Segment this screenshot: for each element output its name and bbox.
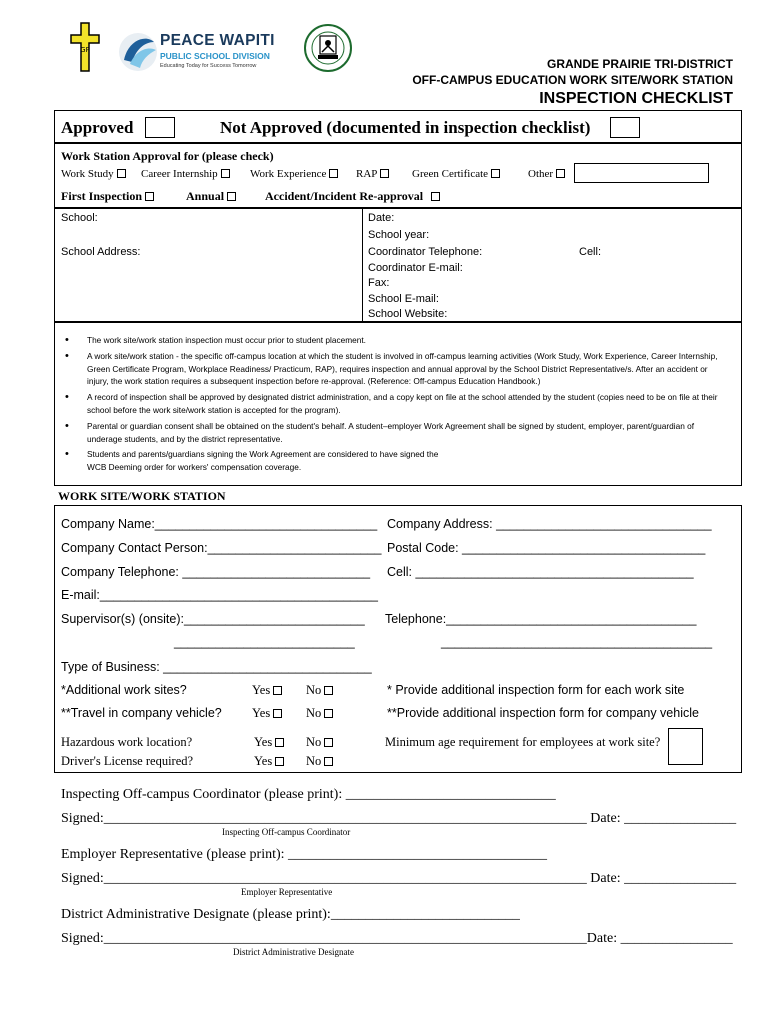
travel-no[interactable] — [306, 706, 333, 721]
logo-tagline: Educating Today for Success Tomorrow — [160, 63, 257, 69]
additional-sites-yes[interactable] — [252, 683, 282, 698]
school-email-field[interactable]: School E-mail: — [368, 293, 439, 305]
fax-field[interactable]: Fax: — [368, 277, 390, 289]
worksite-section — [54, 505, 742, 773]
coordinator-signed-field[interactable]: Signed:_____________________________________________________________________ Date: ________________ — [61, 811, 737, 826]
option-label: Work Experience — [250, 168, 327, 180]
supervisor-field[interactable]: Supervisor(s) (onsite):__________________________ — [61, 612, 365, 626]
license-yes[interactable] — [254, 754, 284, 769]
logo-sub-text: PUBLIC SCHOOL DIVISION — [160, 51, 270, 61]
header-title-3: INSPECTION CHECKLIST — [539, 90, 733, 107]
worksite-cell-field[interactable]: Cell: ________________________________________ — [387, 565, 694, 579]
option-label: Work Study — [61, 168, 114, 180]
approval-section — [54, 110, 742, 143]
worksite-email-field[interactable]: E-mail:________________________________________ — [61, 588, 378, 602]
logo-main-text: PEACE WAPITI — [160, 32, 275, 49]
yes-label: Yes — [254, 754, 273, 768]
yes-label: Yes — [254, 735, 273, 749]
telephone-line-2[interactable]: _______________________________________ — [441, 635, 713, 649]
option-label: Career Internship — [141, 168, 218, 180]
checkbox[interactable] — [324, 686, 333, 695]
worksite-heading: WORK SITE/WORK STATION — [58, 489, 226, 503]
hazardous-no[interactable] — [306, 735, 333, 750]
checkbox[interactable] — [380, 169, 389, 178]
no-label: No — [306, 706, 322, 720]
district-print-field[interactable]: District Administrative Designate (please print):___________________________ — [61, 907, 520, 922]
min-age-label: Minimum age requirement for employees at work site? — [385, 735, 661, 749]
school-info-section — [54, 208, 742, 322]
option-green-certificate[interactable] — [412, 168, 500, 180]
license-no[interactable] — [306, 754, 333, 769]
additional-sites-no[interactable] — [306, 683, 333, 698]
option-label: First Inspection — [61, 189, 142, 203]
coordinator-caption: Inspecting Off-campus Coordinator — [222, 827, 351, 837]
note-item: • A work site/work station - the specific off-campus location at which the student is involved in off-campus learning activities (Work Study, Work Experience, Career Internship, Green Certificate Program, Workplace Readiness/ Practicum, RAP), requires inspection and annual approval by the School District Representative/s. After an accident or injury, the work station requires a subsequent inspection before re-approval. (Reference: Off-campus Education Handbook.) — [63, 350, 719, 388]
additional-sites-note: * Provide additional inspection form for each work site — [387, 683, 685, 697]
notes-list — [63, 334, 719, 477]
employer-signed-field[interactable]: Signed:_____________________________________________________________________ Date: ________________ — [61, 871, 737, 886]
employer-caption: Employer Representative — [241, 887, 333, 897]
type-of-business-field[interactable]: Type of Business: ______________________________ — [61, 660, 372, 674]
no-label: No — [306, 754, 322, 768]
note-item: • A record of inspection shall be approved by designated district administration, and a copy kept on file at the school attended by the student (copies need to be on file at their school before the work site/work station is accepted for the program). — [63, 391, 719, 417]
option-work-experience[interactable] — [250, 168, 338, 180]
postal-code-field[interactable]: Postal Code: ___________________________________ — [387, 541, 706, 555]
coordinator-telephone-field[interactable]: Coordinator Telephone: — [368, 246, 483, 258]
cross-logo — [70, 22, 100, 72]
employer-print-field[interactable]: Employer Representative (please print): _____________________________________ — [61, 847, 548, 862]
school-year-field[interactable]: School year: — [368, 229, 430, 241]
checkbox[interactable] — [329, 169, 338, 178]
option-label: Accident/Incident Re-approval — [265, 189, 424, 203]
checkbox[interactable] — [275, 757, 284, 766]
contact-person-field[interactable]: Company Contact Person:_________________________ — [61, 541, 382, 555]
coordinator-print-field[interactable]: Inspecting Off-campus Coordinator (please print): ______________________________ — [61, 787, 556, 802]
school-field[interactable]: School: — [61, 212, 98, 224]
district-caption: District Administrative Designate — [233, 947, 354, 957]
coordinator-email-field[interactable]: Coordinator E-mail: — [368, 262, 463, 274]
additional-sites-label: *Additional work sites? — [61, 683, 187, 697]
supervisor-line-2[interactable]: __________________________ — [174, 635, 355, 649]
work-station-heading: Work Station Approval for (please check) — [61, 149, 274, 163]
annual-option[interactable] — [186, 189, 236, 204]
worksite-telephone-field[interactable]: Telephone:____________________________________ — [385, 612, 697, 626]
checkbox[interactable] — [145, 192, 154, 201]
notes-section — [54, 322, 742, 486]
checkbox[interactable] — [491, 169, 500, 178]
option-label: RAP — [356, 168, 378, 180]
yes-label: Yes — [252, 683, 271, 697]
license-label: Driver's License required? — [61, 754, 194, 768]
reapproval-option[interactable] — [265, 189, 440, 204]
company-telephone-field[interactable]: Company Telephone: ___________________________ — [61, 565, 371, 579]
travel-label: **Travel in company vehicle? — [61, 706, 222, 720]
district-signed-field[interactable]: Signed:_____________________________________________________________________Date: ________________ — [61, 931, 733, 946]
checkbox[interactable] — [273, 709, 282, 718]
first-inspection-option[interactable] — [61, 189, 154, 204]
option-other[interactable] — [528, 168, 565, 180]
checkbox[interactable] — [556, 169, 565, 178]
option-label: Green Certificate — [412, 168, 489, 180]
note-item: • Parental or guardian consent shall be obtained on the student's behalf. A student–employer Work Agreement shall be signed by student, employer, parent/guardian of underage students, and by the district representative. — [63, 420, 719, 446]
company-address-field[interactable]: Company Address: _______________________________ — [387, 517, 712, 531]
option-label: Annual — [186, 189, 225, 203]
hazardous-yes[interactable] — [254, 735, 284, 750]
approved-label: Approved — [61, 118, 134, 137]
other-input-field[interactable] — [574, 163, 709, 183]
min-age-input[interactable] — [668, 728, 703, 765]
option-label: Other — [528, 168, 554, 180]
checkbox[interactable] — [324, 709, 333, 718]
header-title-1: GRANDE PRAIRIE TRI-DISTRICT — [547, 57, 733, 71]
checkbox[interactable] — [431, 192, 440, 201]
checkbox[interactable] — [227, 192, 236, 201]
option-career-internship[interactable] — [141, 168, 230, 180]
seal-logo — [303, 22, 353, 74]
not-approved-checkbox[interactable] — [610, 117, 640, 138]
checkbox[interactable] — [273, 686, 282, 695]
note-item: • The work site/work station inspection must occur prior to student placement. — [63, 334, 719, 347]
svg-text:GP: GP — [80, 46, 90, 54]
peace-wapiti-logo — [118, 30, 288, 74]
option-rap[interactable] — [356, 168, 389, 180]
date-field[interactable]: Date: — [368, 212, 395, 224]
cell-field[interactable]: Cell: — [579, 246, 602, 258]
yes-label: Yes — [252, 706, 271, 720]
no-label: No — [306, 735, 322, 749]
not-approved-label: Not Approved (documented in inspection checklist) — [220, 118, 591, 137]
approved-checkbox[interactable] — [145, 117, 175, 138]
checkbox[interactable] — [117, 169, 126, 178]
work-station-section — [54, 143, 742, 208]
no-label: No — [306, 683, 322, 697]
checkbox[interactable] — [221, 169, 230, 178]
checkbox[interactable] — [324, 757, 333, 766]
travel-yes[interactable] — [252, 706, 282, 721]
column-divider — [362, 209, 363, 321]
school-address-field[interactable]: School Address: — [61, 246, 141, 258]
checkbox[interactable] — [324, 738, 333, 747]
school-website-field[interactable]: School Website: — [368, 308, 448, 320]
hazardous-label: Hazardous work location? — [61, 735, 193, 749]
company-name-field[interactable]: Company Name:________________________________ — [61, 517, 378, 531]
checkbox[interactable] — [275, 738, 284, 747]
option-work-study[interactable] — [61, 168, 126, 180]
header-title-2: OFF-CAMPUS EDUCATION WORK SITE/WORK STATION — [412, 73, 733, 87]
travel-note: **Provide additional inspection form for company vehicle — [387, 706, 699, 720]
note-item: • Students and parents/guardians signing the Work Agreement are considered to have signed the WCB Deeming order for workers' compensation coverage. — [63, 448, 719, 474]
